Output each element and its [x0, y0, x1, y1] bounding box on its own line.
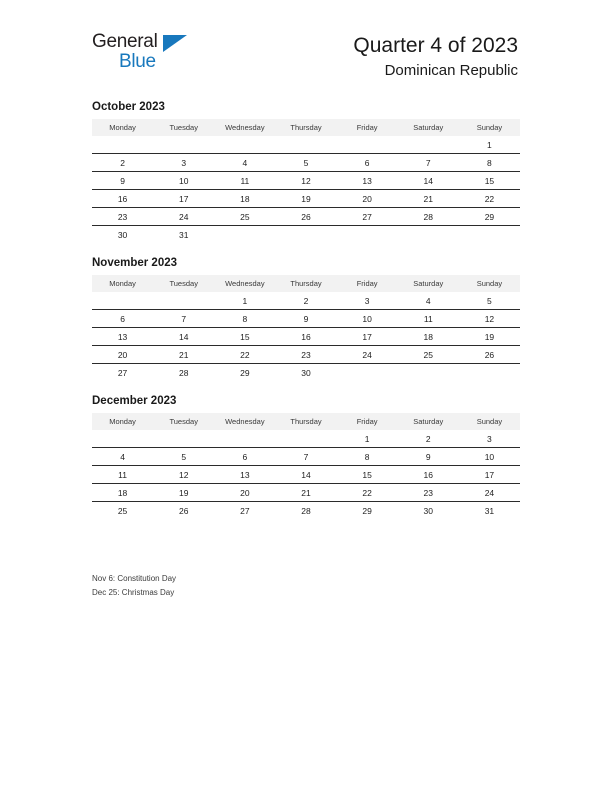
day-cell[interactable]: 2: [92, 154, 153, 172]
day-cell-empty: [214, 136, 275, 154]
weekday-header-row: [92, 275, 520, 292]
logo-triangle-icon: [163, 35, 187, 52]
day-cell[interactable]: 5: [275, 154, 336, 172]
day-cell[interactable]: 27: [214, 502, 275, 520]
day-cell[interactable]: 23: [398, 484, 459, 502]
day-cell[interactable]: 18: [92, 484, 153, 502]
day-cell-empty: [153, 292, 214, 310]
week-row: [92, 364, 520, 382]
day-cell-empty: [337, 364, 398, 382]
day-cell[interactable]: 2: [398, 430, 459, 448]
day-cell[interactable]: 10: [459, 448, 520, 466]
weekday-header-sunday: Sunday: [459, 413, 520, 430]
month-title: December 2023: [92, 395, 177, 407]
week-row: [92, 430, 520, 448]
day-cell-empty: [459, 364, 520, 382]
day-cell[interactable]: 26: [275, 208, 336, 226]
day-cell[interactable]: 14: [153, 328, 214, 346]
day-cell[interactable]: 7: [398, 154, 459, 172]
week-row: [92, 310, 520, 328]
day-cell[interactable]: 17: [459, 466, 520, 484]
day-cell[interactable]: 11: [214, 172, 275, 190]
day-cell[interactable]: 6: [214, 448, 275, 466]
weekday-header-thursday: Thursday: [275, 119, 336, 136]
weekday-header-saturday: Saturday: [398, 413, 459, 430]
page-header: [0, 0, 612, 79]
day-cell[interactable]: 10: [337, 310, 398, 328]
day-cell[interactable]: 6: [337, 154, 398, 172]
day-cell[interactable]: 9: [92, 172, 153, 190]
day-cell[interactable]: 15: [459, 172, 520, 190]
week-row: [92, 154, 520, 172]
day-cell[interactable]: 26: [153, 502, 214, 520]
day-cell[interactable]: 8: [337, 448, 398, 466]
weekday-header-sunday: Sunday: [459, 275, 520, 292]
day-cell[interactable]: 3: [337, 292, 398, 310]
day-cell[interactable]: 27: [92, 364, 153, 382]
day-cell-empty: [275, 226, 336, 244]
week-row: [92, 448, 520, 466]
day-cell[interactable]: 29: [459, 208, 520, 226]
day-cell[interactable]: 28: [153, 364, 214, 382]
day-cell[interactable]: 1: [214, 292, 275, 310]
week-row: [92, 226, 520, 244]
week-row: [92, 328, 520, 346]
weekday-header-wednesday: Wednesday: [214, 413, 275, 430]
logo-word-general: General: [92, 31, 158, 52]
day-cell[interactable]: 15: [337, 466, 398, 484]
week-row: [92, 208, 520, 226]
weekday-header-tuesday: Tuesday: [153, 413, 214, 430]
weekday-header-tuesday: Tuesday: [153, 275, 214, 292]
month-grid: [92, 119, 520, 243]
day-cell[interactable]: 7: [153, 310, 214, 328]
weekday-header-sunday: Sunday: [459, 119, 520, 136]
day-cell[interactable]: 18: [214, 190, 275, 208]
day-cell[interactable]: 12: [459, 310, 520, 328]
general-blue-logo[interactable]: [92, 32, 202, 78]
day-cell[interactable]: 12: [153, 466, 214, 484]
day-cell-empty: [275, 136, 336, 154]
weekday-header-monday: Monday: [92, 119, 153, 136]
day-cell[interactable]: 11: [92, 466, 153, 484]
day-cell[interactable]: 5: [153, 448, 214, 466]
day-cell[interactable]: 24: [153, 208, 214, 226]
weekday-header-friday: Friday: [337, 119, 398, 136]
day-cell-holiday[interactable]: 25: [92, 502, 153, 520]
day-cell[interactable]: 13: [92, 328, 153, 346]
day-cell[interactable]: 18: [398, 328, 459, 346]
day-cell-holiday[interactable]: 6: [92, 310, 153, 328]
weekday-header-row: [92, 413, 520, 430]
day-cell-empty: [337, 226, 398, 244]
day-cell[interactable]: 21: [153, 346, 214, 364]
holiday-legend-item: Dec 25: Christmas Day: [92, 588, 175, 597]
day-cell-empty: [153, 136, 214, 154]
month-title: October 2023: [92, 101, 165, 113]
day-cell[interactable]: 8: [214, 310, 275, 328]
month-block: [92, 395, 520, 519]
day-cell-empty: [92, 292, 153, 310]
day-cell[interactable]: 15: [214, 328, 275, 346]
day-cell[interactable]: 31: [459, 502, 520, 520]
day-cell[interactable]: 22: [214, 346, 275, 364]
day-cell[interactable]: 30: [398, 502, 459, 520]
week-row: [92, 502, 520, 520]
day-cell[interactable]: 2: [275, 292, 336, 310]
day-cell-empty: [398, 136, 459, 154]
month-block: [92, 257, 520, 381]
week-row: [92, 172, 520, 190]
weekday-header-wednesday: Wednesday: [214, 119, 275, 136]
day-cell-empty: [459, 226, 520, 244]
day-cell[interactable]: 13: [214, 466, 275, 484]
day-cell[interactable]: 22: [337, 484, 398, 502]
day-cell[interactable]: 29: [337, 502, 398, 520]
day-cell[interactable]: 20: [214, 484, 275, 502]
day-cell[interactable]: 9: [275, 310, 336, 328]
day-cell[interactable]: 24: [337, 346, 398, 364]
day-cell[interactable]: 21: [275, 484, 336, 502]
day-cell[interactable]: 14: [398, 172, 459, 190]
week-row: [92, 466, 520, 484]
holiday-legend: [92, 572, 512, 600]
weekday-header-row: [92, 119, 520, 136]
weekday-header-thursday: Thursday: [275, 275, 336, 292]
day-cell[interactable]: 14: [275, 466, 336, 484]
week-row: [92, 136, 520, 154]
day-cell[interactable]: 1: [337, 430, 398, 448]
day-cell[interactable]: 30: [275, 364, 336, 382]
day-cell[interactable]: 4: [214, 154, 275, 172]
month-grid: [92, 413, 520, 519]
page-title: Quarter 4 of 2023: [353, 34, 518, 57]
day-cell[interactable]: 24: [459, 484, 520, 502]
day-cell[interactable]: 3: [459, 430, 520, 448]
day-cell[interactable]: 26: [459, 346, 520, 364]
day-cell[interactable]: 16: [92, 190, 153, 208]
day-cell-empty: [214, 226, 275, 244]
weekday-header-wednesday: Wednesday: [214, 275, 275, 292]
day-cell[interactable]: 28: [398, 208, 459, 226]
day-cell[interactable]: 4: [398, 292, 459, 310]
day-cell-empty: [398, 364, 459, 382]
month-grid: [92, 275, 520, 381]
day-cell[interactable]: 25: [214, 208, 275, 226]
day-cell[interactable]: 16: [275, 328, 336, 346]
day-cell-empty: [275, 430, 336, 448]
weekday-header-tuesday: Tuesday: [153, 119, 214, 136]
day-cell-empty: [398, 226, 459, 244]
day-cell[interactable]: 11: [398, 310, 459, 328]
week-row: [92, 190, 520, 208]
day-cell[interactable]: 31: [153, 226, 214, 244]
holiday-legend-item: Nov 6: Constitution Day: [92, 574, 177, 583]
day-cell[interactable]: 20: [337, 190, 398, 208]
weekday-header-monday: Monday: [92, 275, 153, 292]
day-cell[interactable]: 21: [398, 190, 459, 208]
week-row: [92, 484, 520, 502]
day-cell[interactable]: 9: [398, 448, 459, 466]
day-cell[interactable]: 20: [92, 346, 153, 364]
weekday-header-friday: Friday: [337, 275, 398, 292]
logo-word-blue: Blue: [119, 51, 156, 72]
day-cell[interactable]: 23: [275, 346, 336, 364]
day-cell[interactable]: 17: [337, 328, 398, 346]
title-block: [353, 33, 518, 81]
day-cell-empty: [153, 430, 214, 448]
day-cell-empty: [214, 430, 275, 448]
day-cell-empty: [92, 136, 153, 154]
day-cell[interactable]: 13: [337, 172, 398, 190]
day-cell[interactable]: 7: [275, 448, 336, 466]
month-title: November 2023: [92, 257, 178, 269]
day-cell[interactable]: 28: [275, 502, 336, 520]
day-cell[interactable]: 19: [459, 328, 520, 346]
weekday-header-saturday: Saturday: [398, 275, 459, 292]
week-row: [92, 292, 520, 310]
weekday-header-monday: Monday: [92, 413, 153, 430]
day-cell-empty: [92, 430, 153, 448]
weekday-header-saturday: Saturday: [398, 119, 459, 136]
week-row: [92, 346, 520, 364]
day-cell[interactable]: 27: [337, 208, 398, 226]
weekday-header-thursday: Thursday: [275, 413, 336, 430]
day-cell[interactable]: 12: [275, 172, 336, 190]
day-cell[interactable]: 3: [153, 154, 214, 172]
day-cell[interactable]: 22: [459, 190, 520, 208]
day-cell[interactable]: 25: [398, 346, 459, 364]
day-cell-empty: [337, 136, 398, 154]
weekday-header-friday: Friday: [337, 413, 398, 430]
quarter-calendars: [92, 101, 520, 533]
day-cell[interactable]: 17: [153, 190, 214, 208]
day-cell[interactable]: 16: [398, 466, 459, 484]
day-cell[interactable]: 4: [92, 448, 153, 466]
day-cell[interactable]: 29: [214, 364, 275, 382]
month-block: [92, 101, 520, 243]
day-cell[interactable]: 1: [459, 136, 520, 154]
day-cell[interactable]: 19: [275, 190, 336, 208]
day-cell[interactable]: 5: [459, 292, 520, 310]
day-cell[interactable]: 8: [459, 154, 520, 172]
day-cell[interactable]: 23: [92, 208, 153, 226]
day-cell[interactable]: 10: [153, 172, 214, 190]
country-subtitle: Dominican Republic: [384, 62, 518, 79]
day-cell[interactable]: 19: [153, 484, 214, 502]
day-cell[interactable]: 30: [92, 226, 153, 244]
